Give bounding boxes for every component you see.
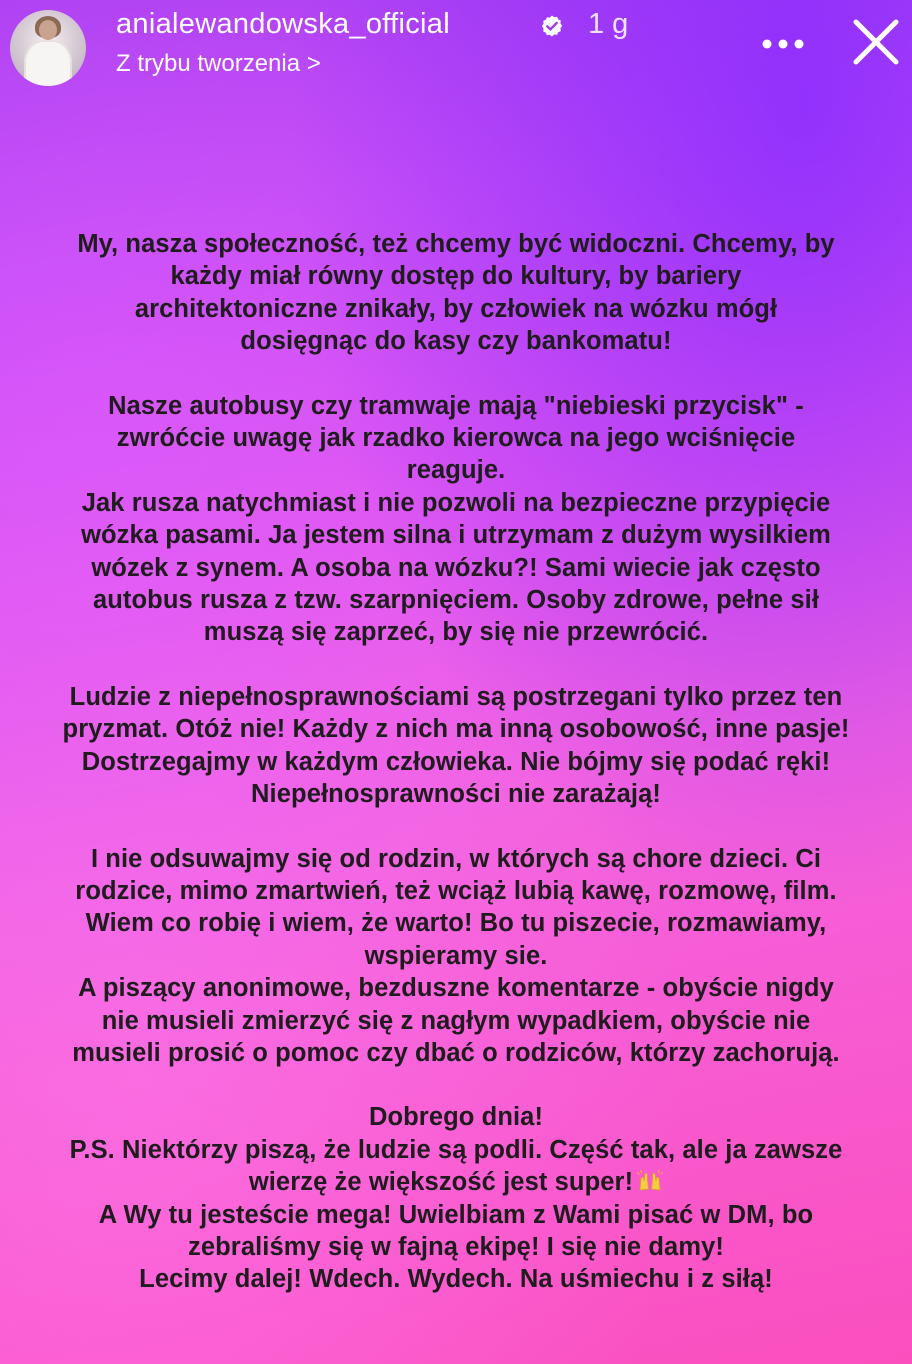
text-line: A Wy tu jesteście mega! Uwielbiam z Wami pisać w DM, bo: [98, 1200, 814, 1229]
text-line: My, nasza społeczność, też chcemy być widoczni. Chcemy, by: [77, 230, 835, 258]
text-line: zwróćcie uwagę jak rzadko kierowca na jego wciśnięcie: [116, 424, 796, 453]
story-paragraph: [0, 228, 912, 358]
text-line: pryzmat. Otóż nie! Każdy z nich ma inną osobowość, inne pasje!: [62, 715, 850, 744]
text-line: [0, 1166, 912, 1198]
text-line: zebraliśmy się w fajną ekipę! I się nie damy!: [188, 1232, 724, 1261]
text-line: Dostrzegajmy w każdym człowieka. Nie bójmy się podać ręki!: [81, 747, 831, 776]
text-line: wózek z synem. A osoba na wózku?! Sami wiecie jak często: [91, 553, 821, 582]
text-line: Niepełnosprawności nie zarażają!: [251, 780, 661, 809]
text-line: musieli prosić o pomoc czy dbać o rodziców, którzy zachorują.: [72, 1038, 840, 1067]
close-icon[interactable]: [848, 14, 904, 70]
story-paragraph: [0, 1101, 912, 1295]
more-options-icon[interactable]: [758, 24, 808, 64]
source-link[interactable]: [116, 50, 321, 78]
text-line: Wiem co robię i wiem, że warto! Bo tu piszecie, rozmawiamy,: [85, 909, 827, 938]
text-line: dosięgnąc do kasy czy bankomatu!: [240, 327, 672, 356]
story-text: [0, 228, 912, 1296]
avatar-figure-head: [39, 20, 57, 40]
source-label: Z trybu tworzenia: [116, 50, 301, 77]
text-line: Lecimy dalej! Wdech. Wydech. Na uśmiechu i z siłą!: [139, 1265, 773, 1294]
text-line: autobus rusza z tzw. szarpnięciem. Osoby zdrowe, pełne sił: [92, 586, 820, 615]
text-line: A piszący anonimowe, bezduszne komentarze - obyście nigdy: [78, 974, 834, 1003]
text-line: wózka pasami. Ja jestem silna i utrzymam z dużym wysilkiem: [81, 521, 831, 550]
avatar-figure-coat: [24, 40, 72, 86]
chevron-right-icon: >: [306, 50, 321, 77]
text-line-content: wierzę że większość jest super!: [248, 1168, 634, 1197]
text-line: Nasze autobusy czy tramwaje mają "niebieski przycisk" -: [108, 391, 804, 420]
story-header: [0, 0, 912, 100]
story-paragraph: [0, 843, 912, 1070]
text-line: P.S. Niektórzy piszą, że ludzie są podli. Część tak, ale ja zawsze: [69, 1135, 843, 1164]
text-line: Dobrego dnia!: [368, 1103, 544, 1132]
post-time: 1 g: [588, 8, 629, 40]
username-link[interactable]: anialewandowska_official: [116, 8, 450, 40]
text-line: I nie odsuwajmy się od rodzin, w których są chore dzieci. Ci: [90, 844, 822, 873]
verified-badge-icon: [540, 14, 564, 38]
text-line: każdy miał równy dostęp do kultury, by bariery: [170, 262, 742, 291]
text-line: Jak rusza natychmiast i nie pozwoli na bezpieczne przypięcie: [81, 488, 831, 517]
text-line: Ludzie z niepełnosprawnościami są postrzegani tylko przez ten: [69, 682, 843, 711]
story-paragraph: [0, 390, 912, 649]
avatar[interactable]: [10, 10, 86, 86]
text-line: reaguje.: [406, 456, 506, 485]
text-line: rodzice, mimo zmartwień, też wciąż lubią kawę, rozmowę, film.: [75, 876, 837, 905]
raising-hands-emoji-icon: [637, 1170, 663, 1192]
text-line: nie musieli zmierzyć się z nagłym wypadkiem, obyście nie: [101, 1006, 811, 1035]
text-line: architektoniczne znikały, by człowiek na wózku mógł: [134, 294, 778, 323]
story-paragraph: [0, 681, 912, 811]
text-line: muszą się zaprzeć, by się nie przewrócić.: [203, 618, 709, 647]
text-line: wspieramy sie.: [364, 941, 548, 970]
